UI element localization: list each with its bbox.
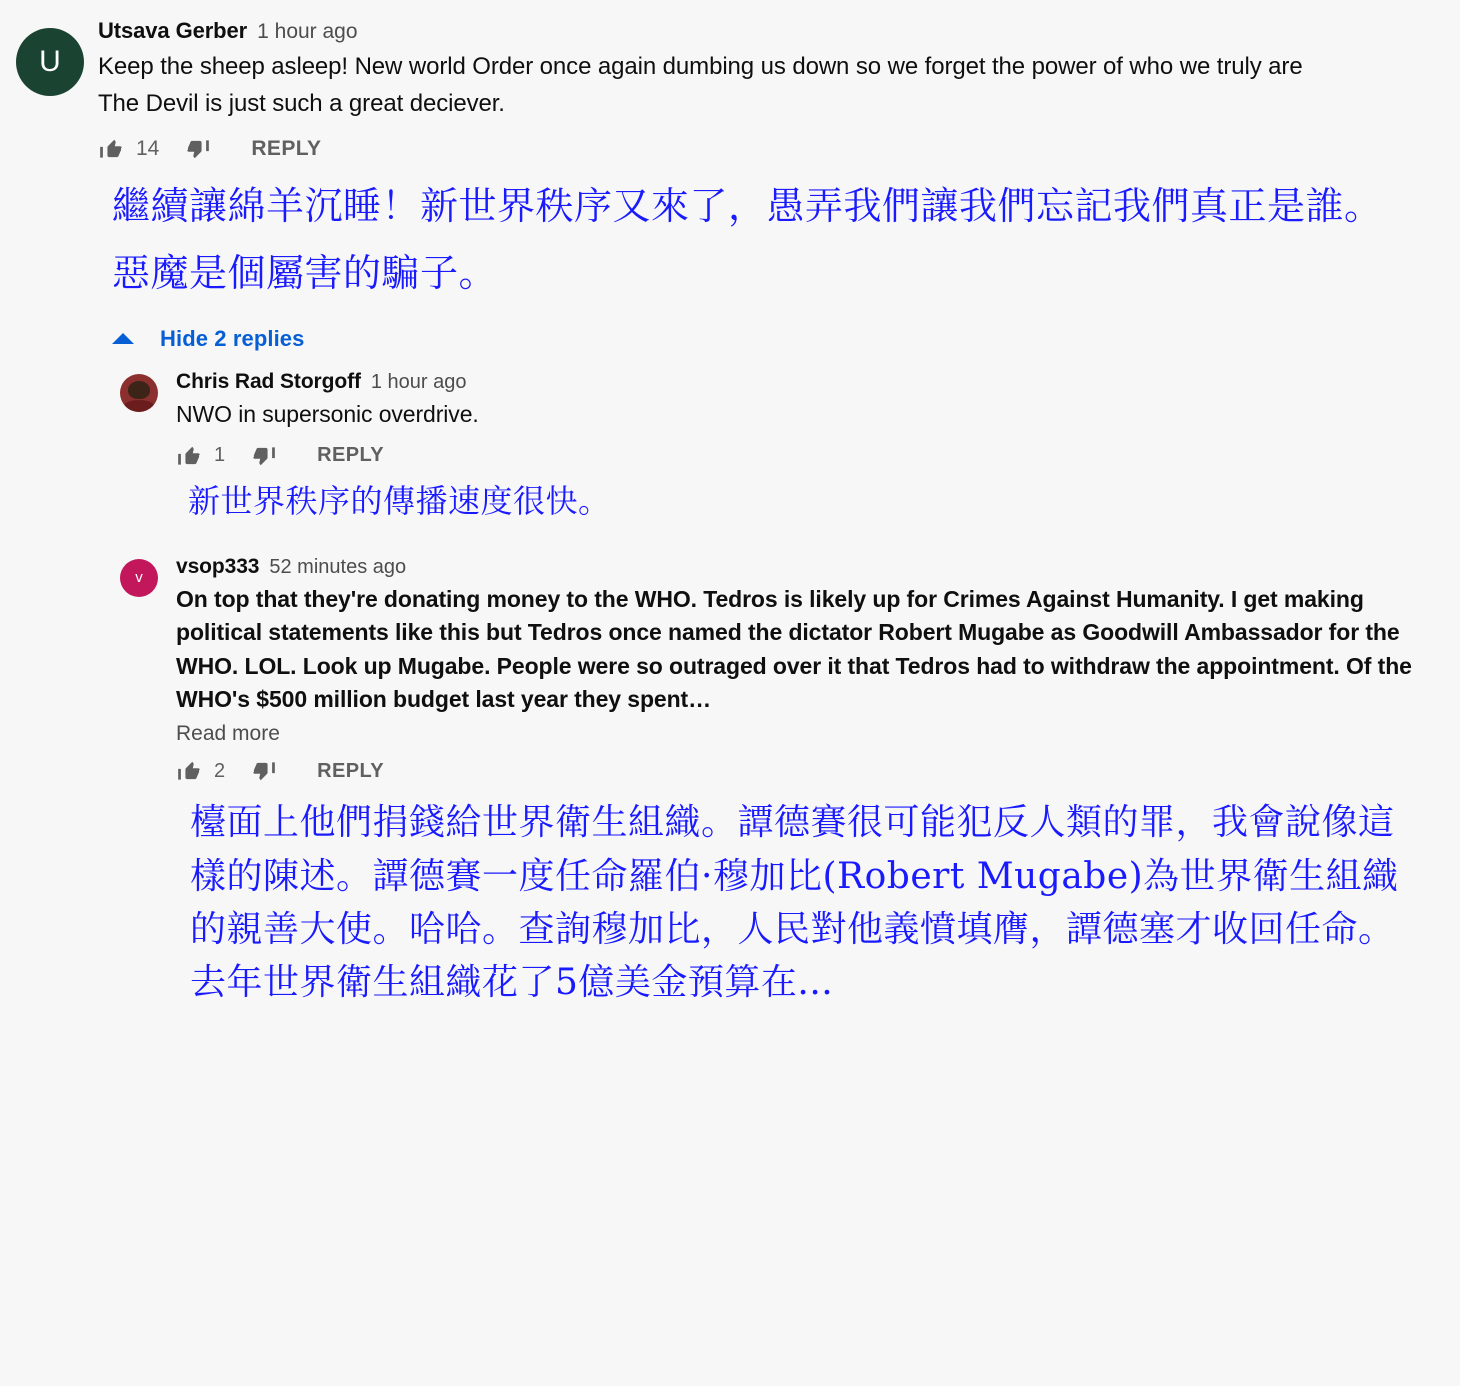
like-button[interactable] xyxy=(176,758,251,784)
reply-timestamp[interactable]: 1 hour ago xyxy=(370,370,467,393)
thumb-down-icon xyxy=(251,443,277,469)
comment-actions xyxy=(98,136,1420,162)
reply-timestamp[interactable]: 52 minutes ago xyxy=(269,555,407,578)
reply-actions xyxy=(176,758,1430,784)
hide-replies-label: Hide 2 replies xyxy=(160,325,305,351)
thumb-up-icon xyxy=(176,758,202,784)
reply-body xyxy=(158,555,1430,784)
comment-thread-root xyxy=(0,18,1460,162)
read-more-button[interactable]: Read more xyxy=(176,722,280,746)
like-count: 1 xyxy=(214,444,226,467)
reply-button[interactable]: REPLY xyxy=(251,136,322,160)
comment-meta xyxy=(98,18,1420,44)
avatar[interactable] xyxy=(120,374,158,412)
thumb-up-icon xyxy=(176,443,202,469)
translation-paragraph-2: 惡魔是個屬害的騙子。 xyxy=(112,250,498,295)
reply-actions xyxy=(176,443,1430,469)
translation-reply-2: 檯面上他們捐錢給世界衛生組織。譚德賽很可能犯反人類的罪，我會說像這樣的陳述。譚德賽一度任命羅伯·穆加比(Robert Mugabe)為世界衛生組織的親善大使。哈哈。查詢穆加比，人民對他義憤填膺，譚德塞才收回任命。去年世界衛生組織花了5億美金預算在... xyxy=(190,802,1399,1004)
like-button[interactable] xyxy=(98,136,185,162)
dislike-button[interactable] xyxy=(251,443,277,469)
dislike-button[interactable] xyxy=(185,136,211,162)
reply-button[interactable]: REPLY xyxy=(317,759,384,782)
reply-author[interactable]: Chris Rad Storgoff xyxy=(176,369,361,393)
reply-button[interactable]: REPLY xyxy=(317,444,384,467)
comment-timestamp[interactable]: 1 hour ago xyxy=(257,20,358,43)
comment-text-line-2: The Devil is just such a great deciever. xyxy=(98,89,505,117)
reply-meta xyxy=(176,555,1430,579)
reply-text: NWO in supersonic overdrive. xyxy=(176,400,479,427)
comment-text-line-1: Keep the sheep asleep! New world Order once again dumbing us down so we forget the power of who we truly are xyxy=(98,53,1303,80)
avatar[interactable] xyxy=(120,559,158,597)
avatar-initial: U xyxy=(39,45,61,78)
reply-text: On top that they're donating money to the WHO. Tedros is likely up for Crimes Against Humanity. I get making political statements like this but Tedros once named the dictator Robert Mugabe as Goodwill Ambassador for the WHO. LOL. Look up Mugabe. People were so outraged over it that Tedros had to withdraw the appointment. Of the WHO's $500 million budget last year they spent… xyxy=(176,585,1412,712)
translation-reply-1: 新世界秩序的傳播速度很快。 xyxy=(188,481,611,520)
like-count: 2 xyxy=(214,759,226,782)
like-button[interactable] xyxy=(176,443,251,469)
reply-item xyxy=(0,370,1460,469)
reply-item xyxy=(0,555,1460,784)
like-count: 14 xyxy=(136,136,160,160)
caret-up-icon xyxy=(112,333,134,344)
dislike-button[interactable] xyxy=(251,758,277,784)
avatar[interactable] xyxy=(16,28,84,96)
hide-replies-toggle[interactable] xyxy=(0,326,1460,352)
comment-author[interactable]: Utsava Gerber xyxy=(98,18,248,43)
reply-body xyxy=(158,370,1430,469)
translation-paragraph-1: 繼續讓綿羊沉睡！新世界秩序又來了，愚弄我們讓我們忘記我們真正是誰。 xyxy=(112,183,1383,228)
avatar-initial: v xyxy=(135,569,143,587)
translation-root-comment xyxy=(0,178,1460,302)
reply-meta xyxy=(176,370,1430,394)
thumb-down-icon xyxy=(251,758,277,784)
reply-author[interactable]: vsop333 xyxy=(176,554,260,578)
thumb-down-icon xyxy=(185,136,211,162)
comment-body xyxy=(84,18,1420,162)
thumb-up-icon xyxy=(98,136,124,162)
